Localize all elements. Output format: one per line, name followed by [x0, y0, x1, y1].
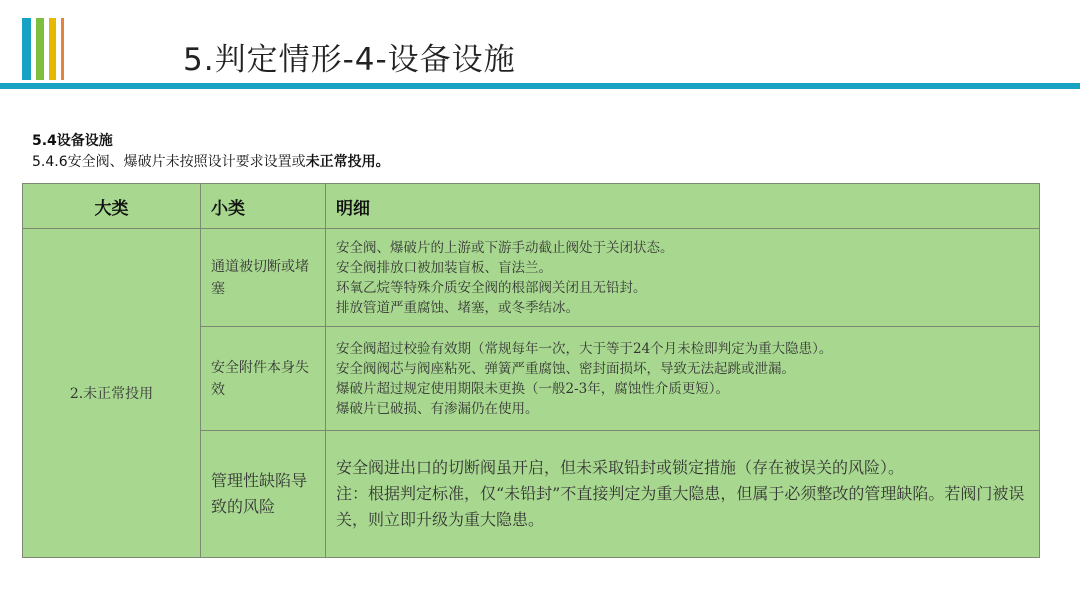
detail-line: 爆破片超过规定使用期限未更换（一般2-3年，腐蚀性介质更短）。: [336, 380, 729, 397]
detail-cell: [326, 229, 1040, 327]
stripe-green: [36, 18, 44, 80]
stripe-teal: [22, 18, 31, 80]
detail-line: 安全阀排放口被加装盲板、盲法兰。: [336, 259, 552, 276]
detail-cell: [326, 431, 1040, 558]
title-underline-bar: [0, 83, 1080, 89]
header-category: 大类: [23, 184, 201, 229]
detail-cell: [326, 327, 1040, 431]
detail-line: 爆破片已破损、有渗漏仍在使用。: [336, 400, 539, 417]
classification-table: [22, 183, 1040, 558]
subcategory-cell: 管理性缺陷导致的风险: [201, 431, 326, 558]
stripe-yellow: [49, 18, 56, 80]
subcategory-cell: 通道被切断或堵塞: [201, 229, 326, 327]
header-subcategory: 小类: [201, 184, 326, 229]
category-cell: 2.未正常投用: [23, 229, 201, 558]
detail-line: 安全阀、爆破片的上游或下游手动截止阀处于关闭状态。: [336, 239, 674, 256]
detail-line: 安全阀超过校验有效期（常规每年一次，大于等于24个月未检即判定为重大隐患）。: [336, 340, 833, 357]
stripe-orange: [61, 18, 64, 80]
table-header-row: [23, 184, 1040, 229]
detail-line: 注：根据判定标准，仅“未铅封”不直接判定为重大隐患，但属于必须整改的管理缺陷。若阀门被误关，则立即升级为重大隐患。: [336, 484, 1025, 529]
subcategory-cell: 安全附件本身失效: [201, 327, 326, 431]
detail-line: 环氧乙烷等特殊介质安全阀的根部阀关闭且无铅封。: [336, 279, 647, 296]
decorative-stripes: [0, 18, 70, 80]
detail-line: 安全阀阀芯与阀座粘死、弹簧严重腐蚀、密封面损坏，导致无法起跳或泄漏。: [336, 360, 795, 377]
table-row: [23, 229, 1040, 327]
section-subtitle: [32, 151, 390, 171]
section-heading: 5.4设备设施: [32, 133, 113, 149]
detail-line: 安全阀进出口的切断阀虽开启，但未采取铅封或锁定措施（存在被误关的风险）。: [336, 458, 905, 477]
header-detail: 明细: [326, 184, 1040, 229]
detail-line: 排放管道严重腐蚀、堵塞，或冬季结冰。: [336, 299, 579, 316]
section-subtitle-plain: 5.4.6安全阀、爆破片未按照设计要求设置或: [32, 154, 306, 170]
section-subtitle-bold: 未正常投用。: [305, 154, 390, 170]
page-title: 5.判定情形-4-设备设施: [183, 42, 516, 78]
